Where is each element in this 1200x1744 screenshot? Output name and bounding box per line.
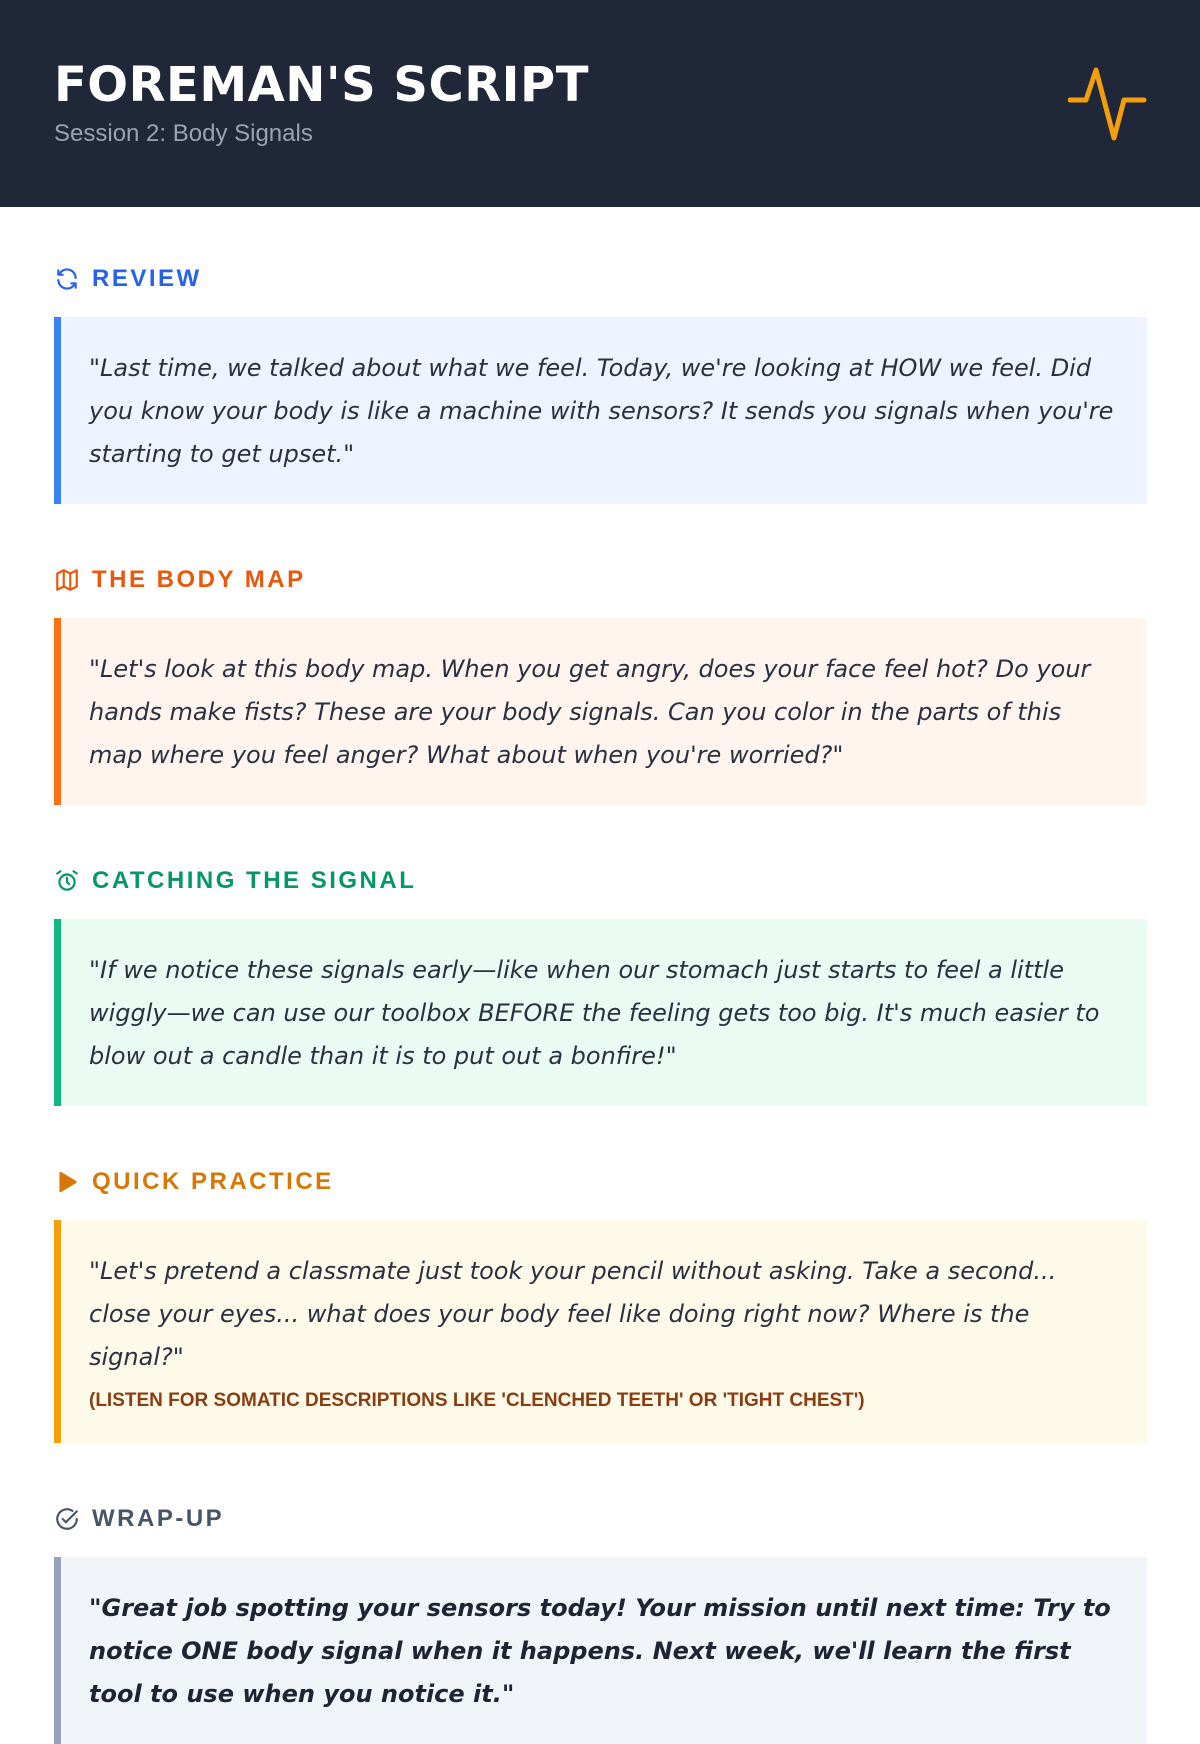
section-heading (54, 1166, 1147, 1198)
section-body-map (54, 564, 1147, 805)
script-content (0, 207, 1200, 1744)
section-heading (54, 564, 1147, 596)
script-card: "Last time, we talked about what we feel. Today, we're looking at HOW we feel. Did you know your body is like a machine with sensors? It sends you signals when you're starting to get upset." (54, 317, 1147, 504)
page-title: FOREMAN'S SCRIPT (54, 57, 589, 113)
script-card (54, 1220, 1147, 1443)
section-catching-signal (54, 865, 1147, 1106)
section-label: THE BODY MAP (92, 566, 306, 593)
map-icon (54, 567, 80, 593)
section-quick-practice (54, 1166, 1147, 1443)
section-review (54, 263, 1147, 504)
play-icon (54, 1169, 80, 1195)
script-card: "Let's look at this body map. When you get angry, does your face feel hot? Do your hands make fists? These are your body signals. Can you color in the parts of this map where you feel anger? What about when you're worried?" (54, 618, 1147, 805)
section-wrap-up (54, 1503, 1147, 1744)
section-heading (54, 263, 1147, 295)
section-label: REVIEW (92, 265, 202, 292)
script-text: "Let's pretend a classmate just took your pencil without asking. Take a second... close your eyes... what does your body feel like doing right now? Where is the signal?" (89, 1257, 1057, 1371)
facilitator-note: (LISTEN FOR SOMATIC DESCRIPTIONS LIKE 'CLENCHED TEETH' OR 'TIGHT CHEST') (89, 1390, 865, 1411)
alarm-clock-icon (54, 868, 80, 894)
section-heading (54, 1503, 1147, 1535)
header (0, 0, 1200, 207)
section-heading (54, 865, 1147, 897)
script-card: "Great job spotting your sensors today! Your mission until next time: Try to notice ONE body signal when it happens. Next week, we'll learn the first tool to use when you notice it." (54, 1557, 1147, 1744)
page-subtitle: Session 2: Body Signals (54, 120, 313, 147)
section-label: QUICK PRACTICE (92, 1168, 334, 1195)
pulse-icon (1068, 64, 1148, 144)
check-circle-icon (54, 1506, 80, 1532)
script-card: "If we notice these signals early—like when our stomach just starts to feel a little wiggly—we can use our toolbox BEFORE the feeling gets too big. It's much easier to blow out a candle than it is to put out a bonfire!" (54, 919, 1147, 1106)
section-label: CATCHING THE SIGNAL (92, 867, 417, 894)
refresh-icon (54, 266, 80, 292)
section-label: WRAP-UP (92, 1505, 225, 1532)
